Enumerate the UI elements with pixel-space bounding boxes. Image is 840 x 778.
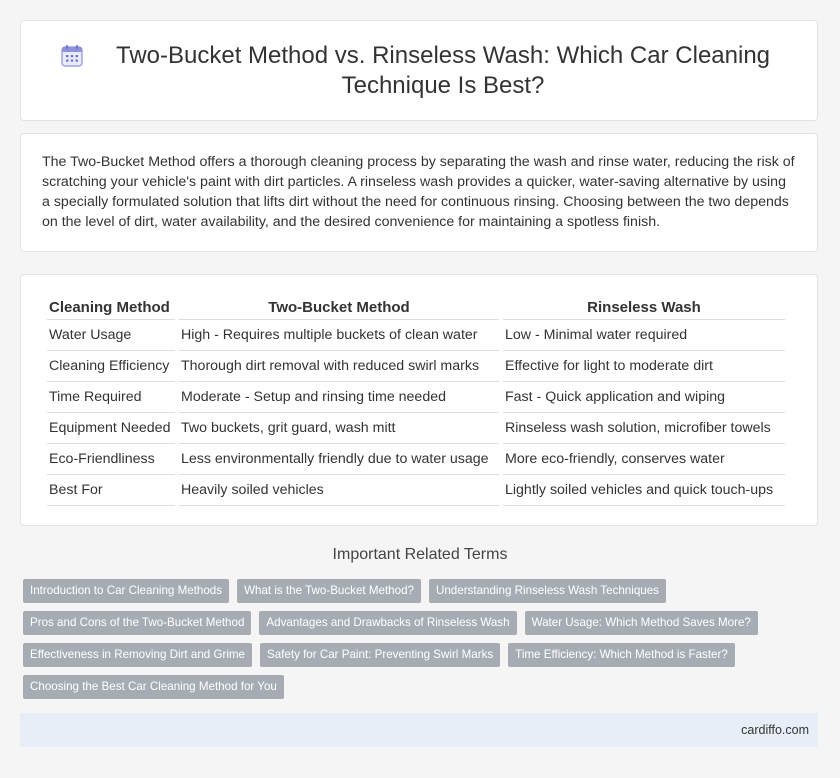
related-term-tag[interactable]: Advantages and Drawbacks of Rinseless Wash [259,611,516,635]
column-header: Two-Bucket Method [179,295,499,320]
table-cell: Rinseless wash solution, microfiber towels [503,413,785,444]
related-term-tag[interactable]: Time Efficiency: Which Method is Faster? [508,643,735,667]
table-cell: Thorough dirt removal with reduced swirl marks [179,351,499,382]
related-term-tag[interactable]: Water Usage: Which Method Saves More? [525,611,758,635]
table-cell: More eco-friendly, conserves water [503,444,785,475]
related-terms-heading: Important Related Terms [332,546,508,563]
table-header-row [47,295,785,320]
table-cell: Equipment Needed [47,413,175,444]
table-row [47,444,785,475]
table-cell: Moderate - Setup and rinsing time needed [179,382,499,413]
table-cell: High - Requires multiple buckets of clean water [179,320,499,351]
table-row [47,351,785,382]
related-term-tag[interactable]: Introduction to Car Cleaning Methods [23,579,229,603]
calendar-icon [59,43,85,69]
related-term-tag[interactable]: Effectiveness in Removing Dirt and Grime [23,643,252,667]
table-cell: Water Usage [47,320,175,351]
table-cell: Low - Minimal water required [503,320,785,351]
footer-site-link[interactable]: cardiffo.com [741,723,809,737]
related-term-tag[interactable]: Understanding Rinseless Wash Techniques [429,579,666,603]
table-row [47,320,785,351]
intro-card [20,133,818,252]
title-card [20,20,818,121]
related-term-tag[interactable]: What is the Two-Bucket Method? [237,579,421,603]
table-cell: Cleaning Efficiency [47,351,175,382]
table-cell: Eco-Friendliness [47,444,175,475]
table-cell: Lightly soiled vehicles and quick touch-ups [503,475,785,506]
intro-paragraph: The Two-Bucket Method offers a thorough cleaning process by separating the wash and rinse water, reducing the risk of scratching your vehicle's paint with dirt particles. A rinseless wash provides a quicker, water-saving alternative by using a specially formulated solution that lifts dirt without the need for continuous rinsing. Choosing between the two depends on the level of dirt, water availability, and the desired convenience for maintaining a spotless finish. [42,154,795,230]
table-row [47,382,785,413]
table-cell: Effective for light to moderate dirt [503,351,785,382]
table-cell: Fast - Quick application and wiping [503,382,785,413]
page-title: Two-Bucket Method vs. Rinseless Wash: Which Car Cleaning Technique Is Best? [115,41,771,99]
comparison-table [43,295,789,506]
related-terms-list [23,579,803,699]
table-cell: Best For [47,475,175,506]
table-cell: Time Required [47,382,175,413]
title-wrap [59,41,779,101]
column-header: Rinseless Wash [503,295,785,320]
related-term-tag[interactable]: Pros and Cons of the Two-Bucket Method [23,611,251,635]
table-row [47,475,785,506]
footer [20,713,818,747]
table-cell: Less environmentally friendly due to water usage [179,444,499,475]
column-header: Cleaning Method [47,295,175,320]
related-term-tag[interactable]: Safety for Car Paint: Preventing Swirl Marks [260,643,500,667]
comparison-card [20,274,818,526]
related-term-tag[interactable]: Choosing the Best Car Cleaning Method for You [23,675,284,699]
table-row [47,413,785,444]
table-cell: Heavily soiled vehicles [179,475,499,506]
table-cell: Two buckets, grit guard, wash mitt [179,413,499,444]
